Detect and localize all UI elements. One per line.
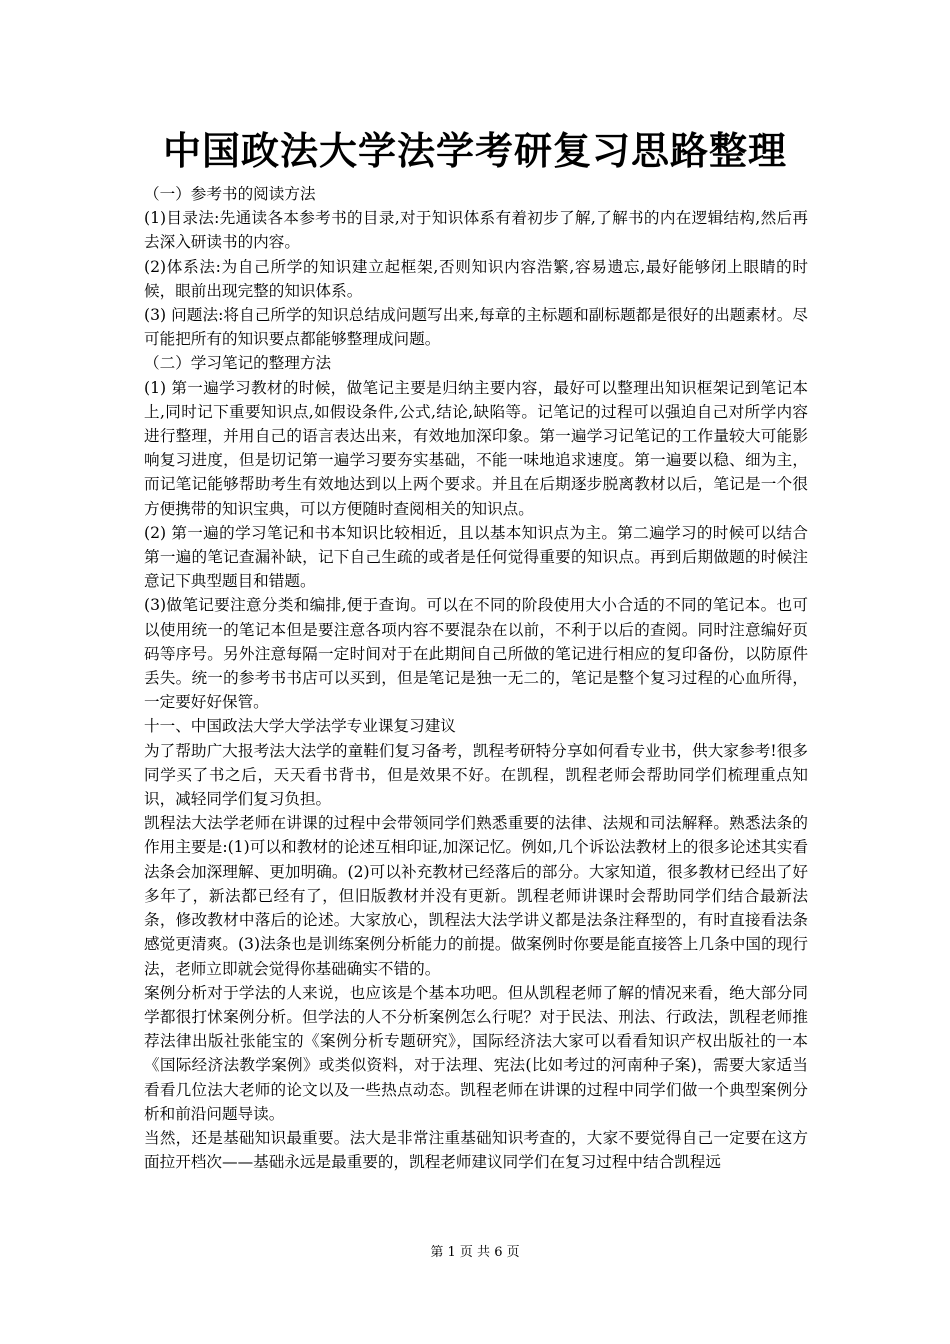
body-paragraph: (1) 第一遍学习教材的时候，做笔记主要是归纳主要内容，最好可以整理出知识框架记到笔记本上,同时记下重要知识点,如假设条件,公式,结论,缺陷等。记笔记的过程可以强迫自己对所学内容进行整理，并用自己的语言表达出来，有效地加深印象。第一遍学习记笔记的工作量较大可能影响复习进度，但是切记第一遍学习要夯实基础，不能一味地追求速度。第一遍要以稳、细为主，而记笔记能够帮助考生有效地达到以上两个要求。并且在后期逐步脱离教材以后，笔记是一个很方便携带的知识宝典，可以方便随时查阅相关的知识点。 [144,378,808,518]
body-paragraph: 为了帮助广大报考法大法学的童鞋们复习备考，凯程考研特分享如何看专业书，供大家参考!很多同学买了书之后，天天看书背书，但是效果不好。在凯程，凯程老师会帮助同学们梳理重点知识，减轻同学们复习负担。 [144,741,808,809]
document-title: 中国政法大学法学考研复习思路整理 [162,128,787,173]
section-heading: （二）学习笔记的整理方法 [144,354,332,373]
body-paragraph: 案例分析对于学法的人来说，也应该是个基本功吧。但从凯程老师了解的情况来看，绝大部分同学都很打怵案例分析。但学法的人不分析案例怎么行呢？对于民法、刑法、行政法，凯程老师推荐法律出版社张能宝的《案例分析专题研究》，国际经济法大家可以看看知识产权出版社的一本《国际经济法教学案例》或类似资料，对于法理、宪法(比如考过的河南种子案)，需要大家适当看看几位法大老师的论文以及一些热点动态。凯程老师在讲课的过程中同学们做一个典型案例分析和前沿问题导读。 [144,983,808,1123]
section-heading: （一）参考书的阅读方法 [144,185,316,203]
page-footer: 第 1 页 共 6 页 [430,1245,520,1260]
section-heading: 十一、中国政法大学大学法学专业课复习建议 [144,717,456,736]
body-paragraph: (3)做笔记要注意分类和编排,便于查询。可以在不同的阶段使用大小合适的不同的笔记本。也可以使用统一的笔记本但是要注意各项内容不要混杂在以前，不利于以后的查阅。同时注意编好页码等序号。另外注意每隔一定时间对于在此期间自己所做的笔记进行相应的复印备份，以防原件丢失。统一的参考书书店可以买到，但是笔记是独一无二的，笔记是整个复习过程的心血所得，一定要好好保管。 [144,596,808,712]
body-paragraph: 当然，还是基础知识最重要。法大是非常注重基础知识考查的，大家不要觉得自己一定要在这方面拉开档次——基础永远是最重要的，凯程老师建议同学们在复习过程中结合凯程远 [144,1128,808,1172]
body-paragraph: (2)体系法:为自己所学的知识建立起框架,否则知识内容浩繁,容易遗忘,最好能够闭上眼睛的时候，眼前出现完整的知识体系。 [144,257,808,300]
body-paragraph: (1)目录法:先通读各本参考书的目录,对于知识体系有着初步了解,了解书的内在逻辑结构,然后再去深入研读书的内容。 [144,209,808,252]
body-paragraph: (3) 问题法:将自己所学的知识总结成问题写出来,每章的主标题和副标题都是很好的出题素材。尽可能把所有的知识要点都能够整理成问题。 [144,306,808,349]
body-paragraph: (2) 第一遍的学习笔记和书本知识比较相近，且以基本知识点为主。第二遍学习的时候可以结合第一遍的笔记查漏补缺，记下自己生疏的或者是任何觉得重要的知识点。再到后期做题的时候注意记下典型题目和错题。 [144,523,808,591]
body-paragraph: 凯程法大法学老师在讲课的过程中会带领同学们熟悉重要的法律、法规和司法解释。熟悉法条的作用主要是:(1)可以和教材的论述互相印证,加深记忆。例如,几个诉讼法教材上的很多论述其实看法条会加深理解、更加明确。(2)可以补充教材已经落后的部分。大家知道，很多教材已经出了好多年了，新法都已经有了，但旧版教材并没有更新。凯程老师讲课时会帮助同学们结合最新法条，修改教材中落后的论述。大家放心，凯程法大法学讲义都是法条注释型的，有时直接看法条感觉更清爽。(3)法条也是训练案例分析能力的前提。做案例时你要是能直接答上几条中国的现行法，老师立即就会觉得你基础确实不错的。 [144,814,808,978]
document-body [144,182,808,1174]
